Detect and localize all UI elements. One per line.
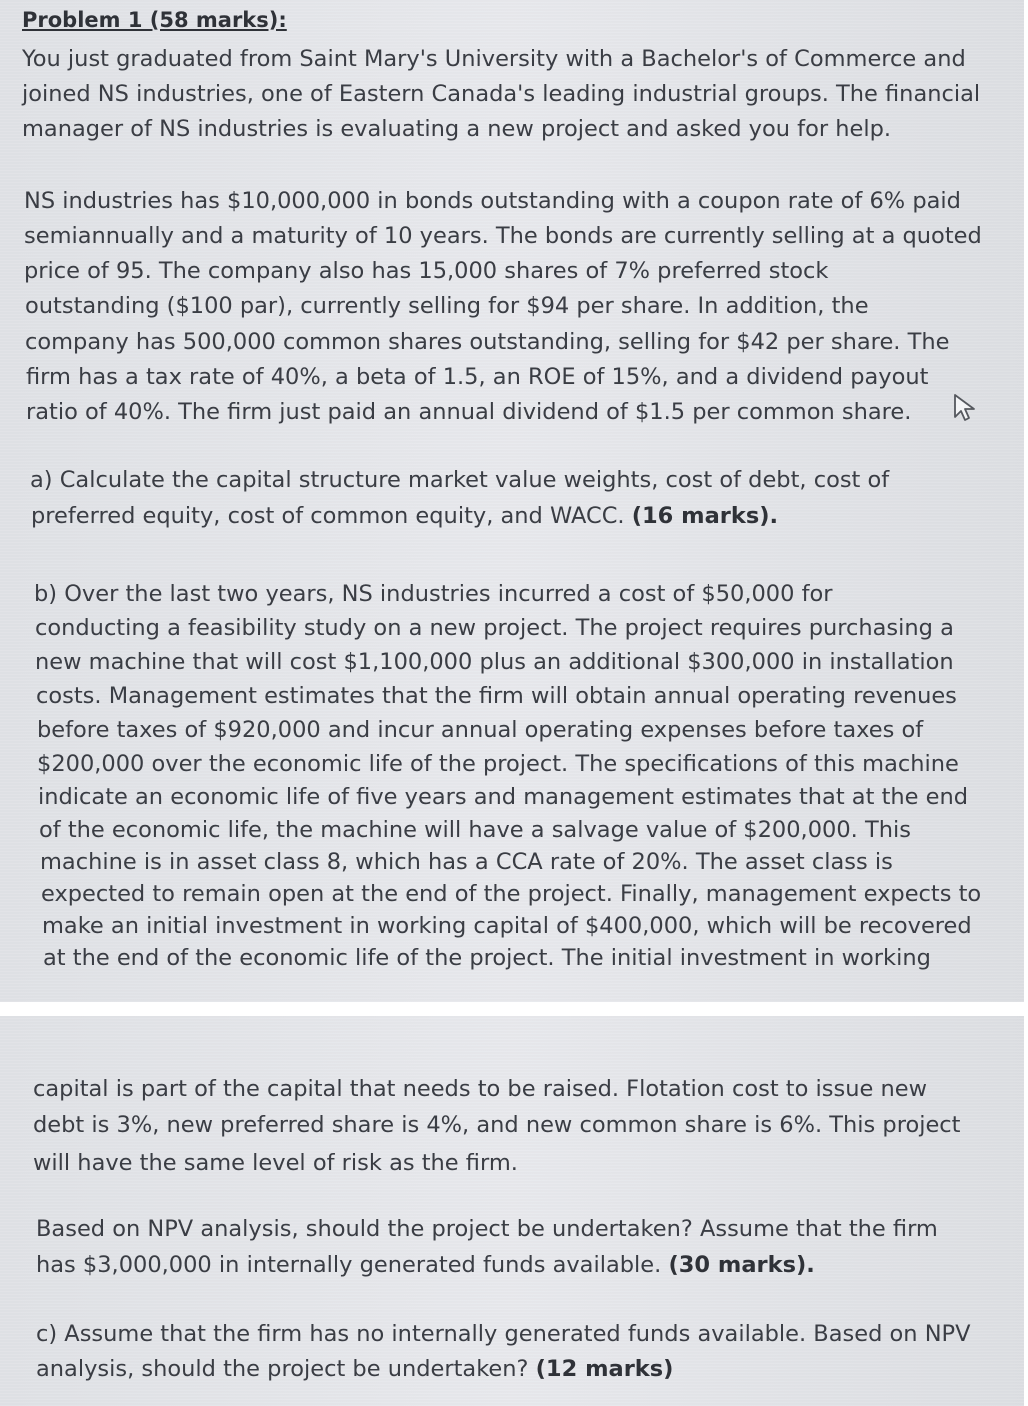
intro-line: You just graduated from Saint Mary's University with a Bachelor's of Commerce and — [22, 46, 966, 72]
part-a-line: a) Calculate the capital structure market value weights, cost of debt, cost of — [30, 467, 890, 493]
part-a-line — [31, 502, 778, 530]
part-b-line: conducting a feasibility study on a new project. The project requires purchasing a — [35, 615, 954, 641]
part-c-marks: (12 marks) — [535, 1356, 674, 1382]
part-b-line: $200,000 over the economic life of the project. The specifications of this machine — [37, 751, 959, 777]
part-b-line: costs. Management estimates that the firm will obtain annual operating revenues — [36, 683, 957, 709]
details-line: outstanding ($100 par), currently selling for $94 per share. In addition, the — [25, 293, 869, 319]
part-c-text: analysis, should the project be undertaken? — [36, 1356, 536, 1382]
part-b-line: indicate an economic life of five years and management estimates that at the end — [38, 784, 969, 810]
part-c-line: c) Assume that the firm has no internally generated funds available. Based on NPV — [36, 1321, 971, 1347]
details-line: firm has a tax rate of 40%, a beta of 1.5, an ROE of 15%, and a dividend payout — [26, 364, 929, 390]
intro-line: manager of NS industries is evaluating a new project and asked you for help. — [22, 116, 892, 142]
part-b-line: before taxes of $920,000 and incur annual operating expenses before taxes of — [37, 717, 924, 743]
part-b-line: make an initial investment in working capital of $400,000, which will be recovered — [42, 913, 972, 939]
continuation-line: capital is part of the capital that needs to be raised. Flotation cost to issue new — [33, 1076, 928, 1102]
part-c-line — [36, 1355, 673, 1383]
npv-question-line: Based on NPV analysis, should the project be undertaken? Assume that the firm — [36, 1216, 938, 1242]
details-line: ratio of 40%. The firm just paid an annual dividend of $1.5 per common share. — [26, 399, 912, 425]
details-line: NS industries has $10,000,000 in bonds outstanding with a coupon rate of 6% paid — [24, 188, 961, 214]
mouse-pointer-icon — [952, 393, 978, 423]
problem-title: Problem 1 (58 marks): — [22, 8, 287, 32]
intro-line: joined NS industries, one of Eastern Canada's leading industrial groups. The financial — [22, 81, 981, 107]
part-b-line: new machine that will cost $1,100,000 plus an additional $300,000 in installation — [35, 649, 954, 675]
npv-question-marks: (30 marks). — [668, 1252, 815, 1278]
part-b-line: of the economic life, the machine will have a salvage value of $200,000. This — [39, 817, 911, 843]
part-a-text: preferred equity, cost of common equity, and WACC. — [31, 503, 632, 529]
part-b-line: at the end of the economic life of the project. The initial investment in working — [43, 945, 931, 971]
part-b-line: b) Over the last two years, NS industries incurred a cost of $50,000 for — [34, 581, 833, 607]
continuation-line: debt is 3%, new preferred share is 4%, and new common share is 6%. This project — [33, 1112, 961, 1138]
continuation-line: will have the same level of risk as the firm. — [33, 1150, 518, 1176]
npv-question-text: has $3,000,000 in internally generated funds available. — [36, 1252, 669, 1278]
details-line: semiannually and a maturity of 10 years. The bonds are currently selling at a quoted — [24, 223, 982, 249]
details-line: price of 95. The company also has 15,000 shares of 7% preferred stock — [24, 258, 829, 284]
details-line: company has 500,000 common shares outstanding, selling for $42 per share. The — [25, 329, 950, 355]
part-a-marks: (16 marks). — [631, 503, 779, 529]
part-b-line: expected to remain open at the end of the project. Finally, management expects to — [41, 881, 982, 907]
npv-question-line — [36, 1251, 815, 1279]
photo-page-bottom — [0, 1016, 1024, 1406]
part-b-line: machine is in asset class 8, which has a CCA rate of 20%. The asset class is — [40, 849, 893, 875]
